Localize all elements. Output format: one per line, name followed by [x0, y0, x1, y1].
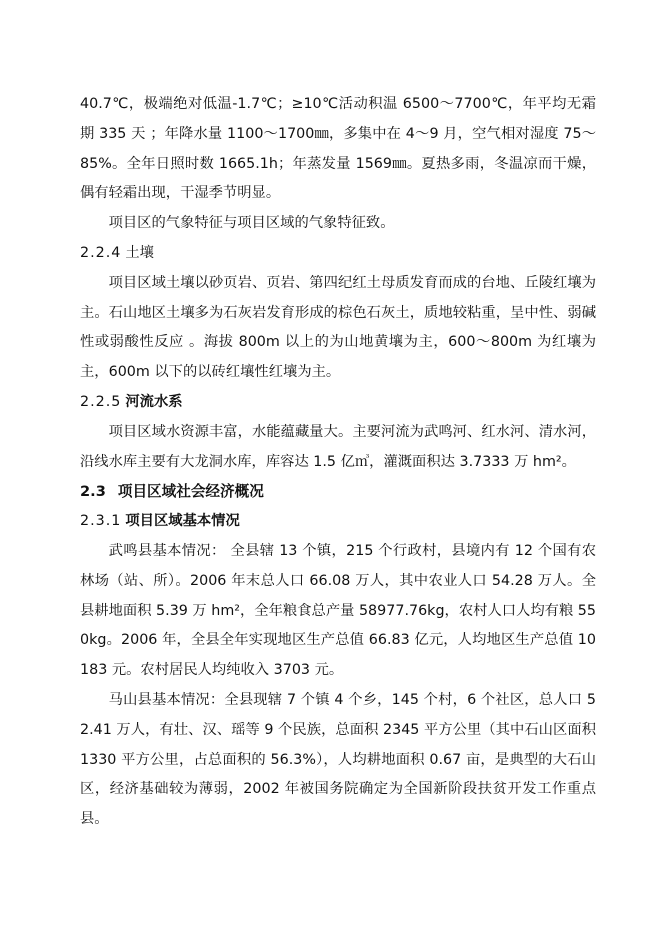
paragraph-wuming-county: 武鸣县基本情况： 全县辖 13 个镇，215 个行政村，县境内有 12 个国有农林场（站、所）。2006 年末总人口 66.08 万人，其中农业人口 54.28 万人。全县耕地面积 5.39 万 hm²，全年粮食总产量 58977.76kg，农村人口人均有粮 550kg。2006 年，全县全年实现地区生产总值 66.83 亿元，人均地区生产总值 10183 元。农村居民人均纯收入 3703 元。: [80, 542, 596, 679]
heading-2-2-5-number: 2.2.5: [80, 393, 122, 410]
heading-2-2-5: [80, 388, 596, 418]
paragraph-mashan-county: 马山县基本情况：全县现辖 7 个镇 4 个乡，145 个村，6 个社区，总人口 52.41 万人，有壮、汉、瑶等 9 个民族，总面积 2345 平方公里（其中石山区面积 1330 平方公里，占总面积的 56.3%），人均耕地面积 0.67 亩，是典型的大石山区，经济基础较为薄弱，2002 年被国务院确定为全国新阶段扶贫开发工作重点县。: [80, 691, 596, 828]
heading-2-2-4-number: 2.2.4: [80, 244, 122, 261]
paragraph-soil: 项目区域土壤以砂页岩、页岩、第四纪红土母质发育而成的台地、丘陵红壤为主。石山地区土壤多为石灰岩发育形成的棕色石灰土，质地较粘重，呈中性、弱碱性或弱酸性反应 。海拔 800m 以上的为山地黄壤为主，600～800m 为红壤为主，600m 以下的以砖红壤性红壤为主。: [80, 274, 596, 381]
heading-2-3-1-number: 2.3.1: [80, 513, 122, 530]
heading-2-3: [80, 477, 596, 507]
heading-2-3-1-title: 项目区域基本情况: [125, 513, 240, 530]
heading-2-3-1: [80, 507, 596, 537]
heading-2-2-4-title: 土壤: [125, 244, 154, 261]
heading-2-2-4: [80, 239, 596, 269]
document-body: [80, 90, 596, 835]
paragraph-climate-summary: 项目区的气象特征与项目区域的气象特征致。: [108, 215, 395, 232]
heading-2-2-5-title: 河流水系: [125, 393, 183, 410]
heading-2-3-number: 2.3: [80, 483, 106, 501]
paragraph-climate-continued: 40.7℃，极端绝对低温-1.7℃；≥10℃活动积温 6500～7700℃，年平均无霜期 335 天 ；年降水量 1100～1700㎜，多集中在 4～9 月，空气相对湿度 75～85%。全年日照时数 1665.1h；年蒸发量 1569㎜。夏热多雨，冬温凉而干燥，偶有轻霜出现，干湿季节明显。: [80, 96, 596, 202]
paragraph-rivers: 项目区域水资源丰富，水能蕴藏量大。主要河流为武鸣河、红水河、清水河，沿线水库主要有大龙洞水库，库容达 1.5 亿㎥，灌溉面积达 3.7333 万 hm²。: [80, 423, 596, 470]
heading-2-3-title: 项目区域社会经济概况: [117, 483, 264, 501]
